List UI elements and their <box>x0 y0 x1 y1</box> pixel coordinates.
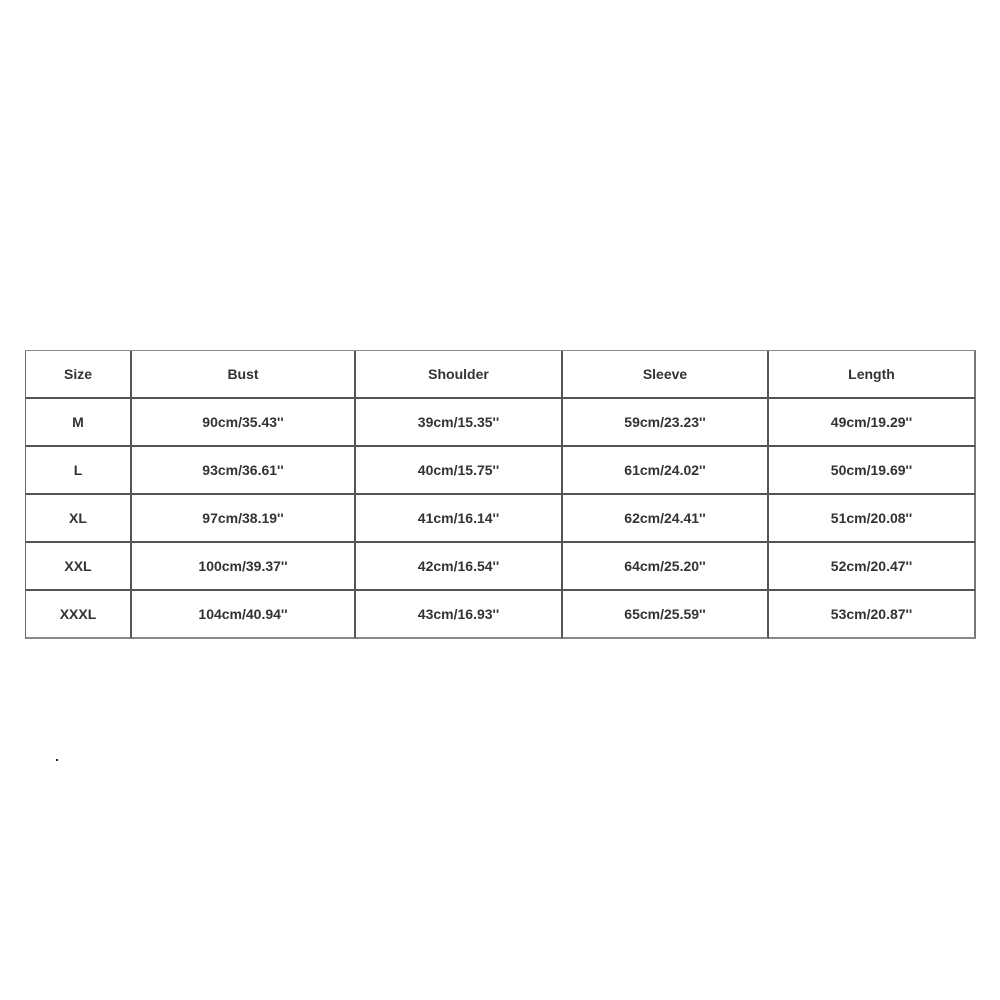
header-shoulder: Shoulder <box>356 351 563 399</box>
table-row <box>26 399 976 447</box>
cell-sleeve: 62cm/24.41'' <box>563 495 769 543</box>
cell-bust: 93cm/36.61'' <box>132 447 356 495</box>
cell-sleeve: 64cm/25.20'' <box>563 543 769 591</box>
cell-bust: 100cm/39.37'' <box>132 543 356 591</box>
cell-size: M <box>26 399 132 447</box>
cell-sleeve: 59cm/23.23'' <box>563 399 769 447</box>
cell-shoulder: 40cm/15.75'' <box>356 447 563 495</box>
cell-bust: 90cm/35.43'' <box>132 399 356 447</box>
cell-size: XXXL <box>26 591 132 639</box>
table-row <box>26 495 976 543</box>
cell-shoulder: 43cm/16.93'' <box>356 591 563 639</box>
cell-length: 49cm/19.29'' <box>769 399 976 447</box>
cell-sleeve: 61cm/24.02'' <box>563 447 769 495</box>
cell-shoulder: 39cm/15.35'' <box>356 399 563 447</box>
cell-length: 53cm/20.87'' <box>769 591 976 639</box>
header-row <box>26 351 976 399</box>
size-chart-table <box>25 350 976 639</box>
cell-length: 50cm/19.69'' <box>769 447 976 495</box>
cell-length: 51cm/20.08'' <box>769 495 976 543</box>
header-size: Size <box>26 351 132 399</box>
header-sleeve: Sleeve <box>563 351 769 399</box>
table-row <box>26 543 976 591</box>
cell-sleeve: 65cm/25.59'' <box>563 591 769 639</box>
header-length: Length <box>769 351 976 399</box>
cell-size: XL <box>26 495 132 543</box>
cell-bust: 97cm/38.19'' <box>132 495 356 543</box>
table-row <box>26 447 976 495</box>
cell-size: XXL <box>26 543 132 591</box>
table-row <box>26 591 976 639</box>
cell-shoulder: 42cm/16.54'' <box>356 543 563 591</box>
cell-length: 52cm/20.47'' <box>769 543 976 591</box>
cell-size: L <box>26 447 132 495</box>
cell-bust: 104cm/40.94'' <box>132 591 356 639</box>
stray-dot-artifact <box>56 759 58 761</box>
header-bust: Bust <box>132 351 356 399</box>
cell-shoulder: 41cm/16.14'' <box>356 495 563 543</box>
